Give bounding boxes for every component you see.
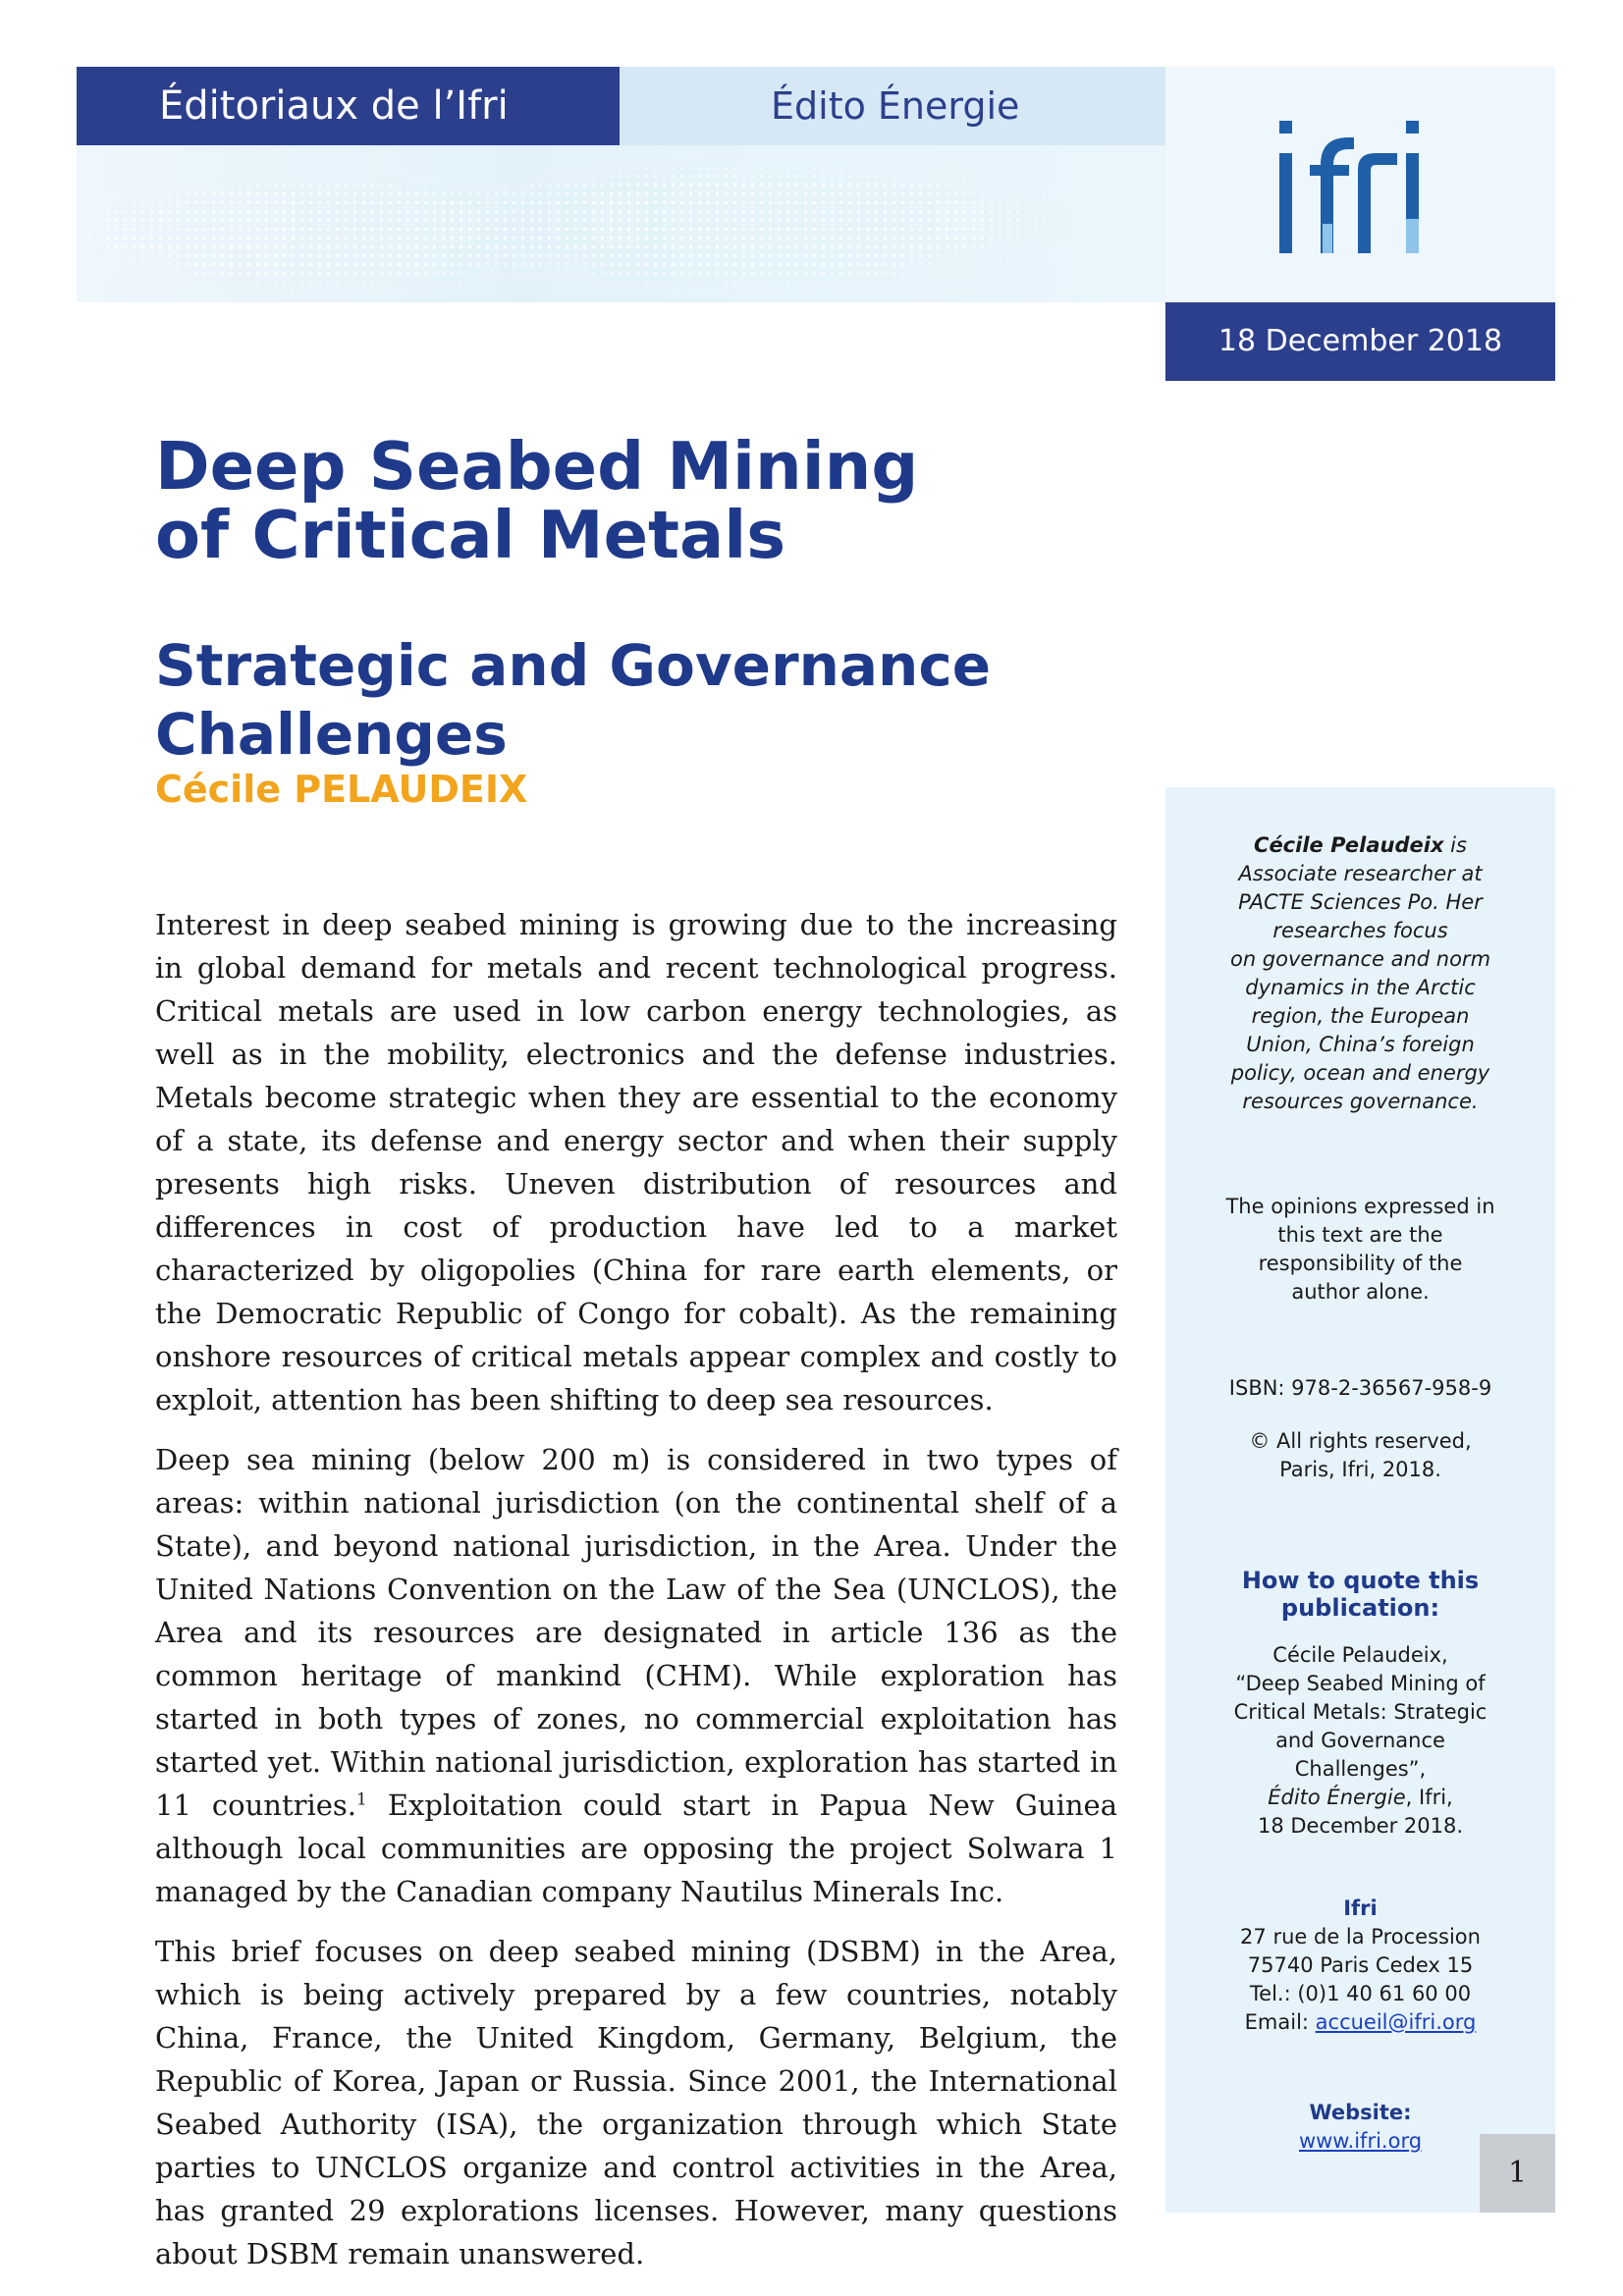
bio-line: Union, China’s foreign <box>1246 1033 1475 1056</box>
address-line: 75740 Paris Cedex 15 <box>1247 1953 1474 1977</box>
bio-line: Associate researcher at <box>1238 862 1483 885</box>
paragraph-1: Interest in deep seabed mining is growing due to the increasing in global demand for metals and recent technological progress. Critical metals are used in low carbon energy technologies, as well as in the mobility, electronics and the defense industries. Metals become strategic when they are essential to the economy of a state, its defense and energy sector and when their supply presents high risks. Uneven distribution of resources and differences in cost of production have led to a market characterized by oligopolies (China for rare earth elements, or the Democratic Republic of Congo for cobalt). As the remaining onshore resources of critical metals appear complex and costly to exploit, attention has been shifting to deep sea resources. <box>155 908 1117 1416</box>
contact-info <box>1195 1895 1526 2037</box>
isbn: ISBN: 978-2-36567-958-9 <box>1228 1376 1492 1400</box>
disclaimer-line: author alone. <box>1291 1280 1430 1304</box>
website-label: Website: <box>1309 2101 1412 2124</box>
paragraph-2-part-b: Exploitation could start in Papua New Guinea although local communities are opposing the project Solwara 1 managed by the Canadian company Nautilus Minerals Inc. <box>155 1789 1117 1908</box>
footnote-reference[interactable]: 1 <box>356 1789 367 1810</box>
citation-heading <box>1195 1567 1526 1622</box>
citation-line: “Deep Seabed Mining of <box>1235 1672 1486 1695</box>
collection-label: Édito Énergie <box>620 67 1165 145</box>
author-name: Cécile PELAUDEIX <box>155 768 528 811</box>
citation-line: and Governance <box>1275 1729 1445 1752</box>
bio-line: resources governance. <box>1242 1090 1479 1113</box>
citation <box>1195 1641 1526 1841</box>
bio-line: region, the European <box>1251 1004 1470 1028</box>
copyright-line: Paris, Ifri, 2018. <box>1279 1458 1441 1481</box>
citation-line: Cécile Pelaudeix, <box>1272 1643 1448 1667</box>
bio-line: is <box>1443 833 1467 857</box>
author-bio <box>1195 831 1526 1116</box>
disclaimer-line: this text are the <box>1277 1223 1443 1247</box>
citation-line: Challenges”, <box>1294 1757 1427 1781</box>
page-number: 1 <box>1480 2134 1555 2213</box>
phone: Tel.: (0)1 40 61 60 00 <box>1249 1982 1472 2005</box>
email-label: Email: <box>1244 2010 1316 2034</box>
website-info <box>1195 2099 1526 2156</box>
citation-publication: Édito Énergie <box>1268 1786 1406 1809</box>
paragraph-2-part-a: Deep sea mining (below 200 m) is considered in two types of areas: within national jurisdiction (on the continental shelf of a State), and beyond national jurisdiction, in the Area. Under the United Nations Convention on the Law of the Sea (UNCLOS), the Area and its resources are designated in article 136 as the common heritage of mankind (CHM). While exploration has started in both types of zones, no commercial exploitation has started yet. Within national jurisdiction, exploration has started in 11 countries. <box>155 1443 1117 1822</box>
disclaimer-line: responsibility of the <box>1258 1252 1463 1275</box>
article-body <box>155 903 1117 2292</box>
title-line-2: of Critical Metals <box>155 497 786 573</box>
title-line-1: Deep Seabed Mining <box>155 428 919 505</box>
citation-publisher: , Ifri, <box>1405 1786 1453 1809</box>
bio-line: on governance and norm <box>1229 947 1491 971</box>
world-map-background <box>77 145 1165 302</box>
bio-line: dynamics in the Arctic <box>1245 976 1476 999</box>
website-link[interactable]: www.ifri.org <box>1298 2129 1423 2153</box>
publication-date: 18 December 2018 <box>1165 302 1555 381</box>
citation-line: Critical Metals: Strategic <box>1233 1700 1488 1724</box>
bio-line: policy, ocean and energy <box>1230 1061 1490 1085</box>
page-subtitle: Strategic and Governance Challenges <box>155 632 992 768</box>
citation-heading-line: How to quote this <box>1241 1567 1480 1594</box>
citation-heading-line: publication: <box>1280 1594 1440 1622</box>
paragraph-2 <box>155 1438 1117 1913</box>
page-title <box>155 428 1039 573</box>
copyright <box>1195 1427 1526 1484</box>
email-link[interactable]: accueil@ifri.org <box>1315 2010 1477 2034</box>
ifri-logo-icon <box>1165 67 1555 302</box>
sidebar <box>1165 787 1555 2213</box>
bio-line: researches focus <box>1272 919 1448 942</box>
series-label: Éditoriaux de l’Ifri <box>77 67 620 145</box>
org-name: Ifri <box>1343 1896 1378 1920</box>
paragraph-3: This brief focuses on deep seabed mining (DSBM) in the Area, which is being actively prepared by a few countries, notably China, France, the United Kingdom, Germany, Belgium, the Republic of Korea, Japan or Russia. Since 2001, the International Seabed Authority (ISA), the organization through which State parties to UNCLOS organize and control activities in the Area, has granted 29 explorations licenses. However, many questions about DSBM remain unanswered. <box>155 1935 1117 2270</box>
disclaimer <box>1195 1193 1526 1307</box>
bio-line: PACTE Sciences Po. Her <box>1238 890 1483 914</box>
address-line: 27 rue de la Procession <box>1240 1925 1481 1949</box>
copyright-line: © All rights reserved, <box>1249 1429 1472 1453</box>
citation-date: 18 December 2018. <box>1257 1814 1464 1838</box>
disclaimer-line: The opinions expressed in <box>1225 1195 1495 1218</box>
ifri-logo <box>1165 67 1555 302</box>
bio-name: Cécile Pelaudeix <box>1254 833 1444 857</box>
